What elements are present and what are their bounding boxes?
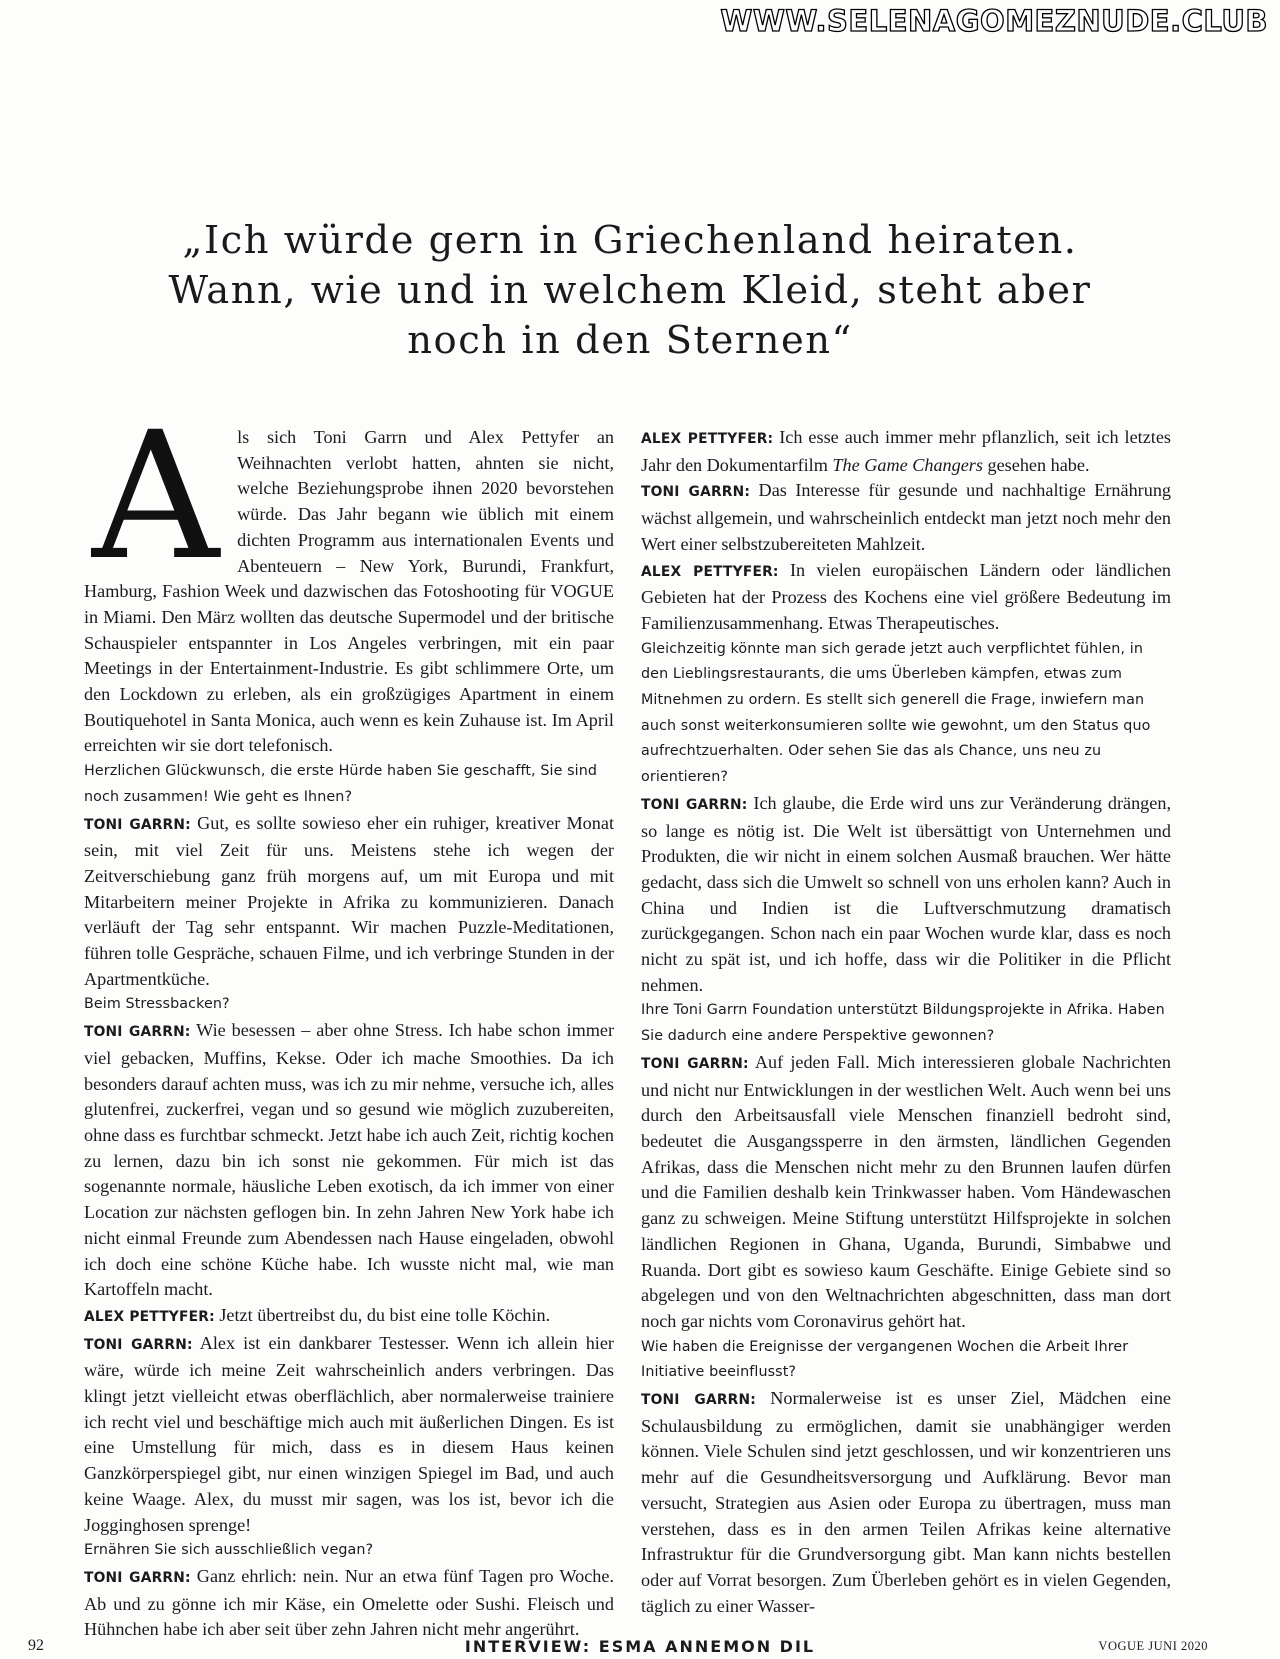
issue-label: VOGUE JUNI 2020 [1098,1639,1208,1653]
interview-answer [641,558,1171,637]
speaker-label: TONI GARRN: [84,816,191,833]
answer-text: Normalerweise ist es unser Ziel, Mädchen eine Schulausbildung zu ermöglichen, damit sie unabhängiger werden können. Viele Schulen sind jetzt geschlossen, und wir konzentrieren uns mehr auf die Gesundheitsversorgung und Aufklärung. Bevor man versucht, Strategien aus Asien oder Europa zu übertragen, muss man verstehen, dass es in den armen Teilen Afrikas keine alternative Infrastruktur für die Grundversorgung gibt. Man kann nichts bestellen oder auf Vorrat besorgen. Zum Überleben gehört es in vielen Gegenden, täglich zu einer Wasser- [641,1388,1172,1616]
watermark: WWW.SELENAGOMEZNUDE.CLUB [720,4,1268,38]
interview-answer [641,1386,1171,1619]
answer-text: Ich esse auch immer mehr pflanzlich, seit ich letztes Jahr den Dokumentarfilm [641,427,1171,475]
answer-text: Ganz ehrlich: nein. Nur an etwa fünf Tagen pro Woche. Ab und zu gönne ich mir Käse, ein Omelette oder Sushi. Fleisch und Hühnchen habe ich aber seit über zehn Jahren nicht mehr angerührt. [84,1565,614,1640]
speaker-label: TONI GARRN: [641,484,751,501]
answer-text: Das Interesse für gesunde und nachhaltige Ernährung wächst allgemein, und wahrscheinlich entdeckt man jetzt noch mehr den Wert einer selbstzubereiteten Mahlzeit. [641,480,1172,554]
answer-text: In vielen europäischen Ländern oder ländlichen Gebieten hat der Prozess des Kochens eine viel größere Bedeutung im Familienzusammenhang. Etwas Therapeutisches. [641,559,1171,633]
speaker-label: TONI GARRN: [84,1569,191,1586]
speaker-label: TONI GARRN: [84,1024,191,1041]
intro-paragraph [84,394,614,759]
interview-credit: INTERVIEW: ESMA ANNEMON DIL [464,1637,816,1656]
answer-text: Auf jeden Fall. Mich interessieren globale Nachrichten und nicht nur Entwicklungen in der westlichen Welt. Auch wenn bei uns durch den Arbeitsausfall viele Menschen finanziell bedroht sind, bedeutet die Ausgangssperre in den ärmsten, ländlichen Gegenden Afrikas, dass die Menschen nicht mehr zu den Brunnen laufen dürfen und die Familien deshalb kein Trinkwasser haben. Vom Händewaschen ganz zu schweigen. Meine Stiftung unterstützt Hilfsprojekte in solchen ländlichen Regionen in Ghana, Uganda, Burundi, Simbabwe und Ruanda. Dort gibt es sowieso kaum Geschäfte. Einige Gebiete sind so abgelegen und von den Weltnachrichten abgeschnitten, dass man dort noch gar nichts vom Coronavirus gehört hat. [641,1051,1171,1331]
interview-answer [641,425,1171,478]
article-column-right [641,425,1171,1619]
speaker-label: ALEX PETTYFER: [641,563,779,580]
interview-answer [84,1018,614,1303]
headline-line-2: Wann, wie und in welchem Kleid, steht aber [168,268,1092,313]
speaker-label: TONI GARRN: [641,1392,756,1409]
answer-text-continued: gesehen habe. [982,454,1090,475]
interview-question: Ernähren Sie sich ausschließlich vegan? [84,1542,374,1559]
answer-text: Gut, es sollte sowieso eher ein ruhiger, kreativer Monat sein, mit viel Zeit für uns. Meistens stehe ich wegen der Zeitverschiebung ganz früh morgens auf, um mit Europa und mit Mitarbeitern meiner Projekte in Afrika zu kommunizieren. Danach verläuft der Tag sehr entspannt. Wir machen Puzzle-Meditationen, führen tolle Gespräche, schauen Filme, und ich verbringe Stunden in der Apartmentküche. [84,812,614,989]
film-title: The Game Changers [832,454,983,475]
interview-question: Ihre Toni Garrn Foundation unterstützt Bildungsprojekte in Afrika. Haben Sie dadurch eine andere Perspektive gewonnen? [641,1002,1165,1045]
speaker-label: TONI GARRN: [641,1055,749,1072]
article-column-left [84,394,614,1643]
intro-text: ls sich Toni Garrn und Alex Pettyfer an Weihnachten verlobt hatten, ahnten sie nicht, welche Beziehungsprobe ihnen 2020 bevorstehen würde. Das Jahr begann wie üblich mit einem dichten Programm aus internationalen Events und Abenteuern – New York, Burundi, Frankfurt, Hamburg, Fashion Week und dazwischen das Fotoshooting für VOGUE in Miami. Den März wollten das deutsche Supermodel und der britische Schauspieler entspannter in Los Angeles verbringen, mit ein paar Meetings in der Entertainment-Industrie. Es gibt schlimmere Orte, um den Lockdown zu erleben, als ein großzügiges Apartment in einem Boutiquehotel in Santa Monica, auch wenn es kein Zuhause ist. Im April erreichten wir sie dort telefonisch. [84,427,614,756]
interview-question: Herzlichen Glückwunsch, die erste Hürde haben Sie geschafft, Sie sind noch zusammen! Wie geht es Ihnen? [84,763,598,805]
interview-question: Wie haben die Ereignisse der vergangenen Wochen die Arbeit Ihrer Initiative beeinflusst? [641,1338,1129,1381]
speaker-label: ALEX PETTYFER: [84,1308,215,1325]
headline-line-1: „Ich würde gern in Griechenland heiraten. [182,218,1078,263]
interview-answer [641,478,1171,557]
interview-question: Beim Stressbacken? [84,996,230,1013]
interview-answer [641,791,1171,999]
interview-answer [641,1050,1171,1335]
interview-answer [84,1331,614,1539]
left-interview-blocks [84,759,614,1643]
answer-text: Alex ist ein dankbarer Testesser. Wenn ich allein hier wäre, würde ich meine Zeit wahrscheinlich anders verbringen. Das klingt jetzt vielleicht etwas oberflächlich, aber normalerweise trainiere ich recht viel und beschäftige mich auch mit äußerlichen Dingen. Es ist eine Umstellung für mich, dass es in diesem Haus keinen Ganzkörperspiegel gibt, nur einen winzigen Spiegel im Bad, und auch keine Waage. Alex, du musst mir sagen, was los ist, bevor ich die Jogginghosen sprenge! [84,1332,614,1535]
headline-line-3: noch in den Sternen“ [407,318,853,363]
speaker-label: ALEX PETTYFER: [641,431,774,447]
interview-answer [84,811,614,993]
page-number: 92 [28,1637,44,1654]
interview-answer [84,1303,614,1331]
speaker-label: TONI GARRN: [641,796,748,813]
right-interview-blocks [641,425,1171,1619]
interview-answer [84,1564,614,1643]
drop-cap: A [92,394,220,599]
answer-text: Wie besessen – aber ohne Stress. Ich habe schon immer viel gebacken, Muffins, Kekse. Oder ich mache Smoothies. Da ich besonders darauf achten muss, was ich zu mir nehme, versuche ich, alles glutenfrei, zuckerfrei, vegan und so gesund wie möglich zuzubereiten, ohne dass es furchtbar schmeckt. Jetzt habe ich auch Zeit, richtig kochen zu lernen, dazu bin ich sonst nie gekommen. Für mich ist das sogenannte normale, häusliche Leben exotisch, da ich immer von einer Location zur nächsten geflogen bin. In zehn Jahren New York habe ich nicht einmal Freunde zum Abendessen nach Hause eingeladen, obwohl ich doch eine schöne Küche habe. Ich wusste nicht mal, wie man Kartoffeln macht. [84,1020,614,1300]
interview-question: Gleichzeitig könnte man sich gerade jetzt auch verpflichtet fühlen, in den Lieblingsrestaurants, die ums Überleben kämpfen, etwas zum Mitnehmen zu ordern. Es stellt sich generell die Frage, inwiefern man auch sonst weiterkonsumieren sollte wie gewohnt, um den Status quo aufrechtzuerhalten. Oder sehen Sie das als Chance, uns neu zu orientieren? [641,640,1151,786]
speaker-label: TONI GARRN: [84,1336,193,1353]
answer-text: Jetzt übertreibst du, du bist eine tolle Köchin. [214,1304,551,1325]
answer-text: Ich glaube, die Erde wird uns zur Veränderung drängen, so lange es nötig ist. Die Welt ist übersättigt von Unternehmen und Produkten, die wir nicht in einem solchen Ausmaß brauchen. Wer hätte gedacht, dass sich die Umwelt so schnell von uns erholen kann? Auch in China und Indien ist die Luftverschmutzung dramatisch zurückgegangen. Schon nach ein paar Wochen wurde klar, dass es noch nicht zu spät ist, und ich hoffe, dass wir die Politiker in die Pflicht nehmen. [641,792,1171,995]
pull-quote-headline [120,216,1140,366]
